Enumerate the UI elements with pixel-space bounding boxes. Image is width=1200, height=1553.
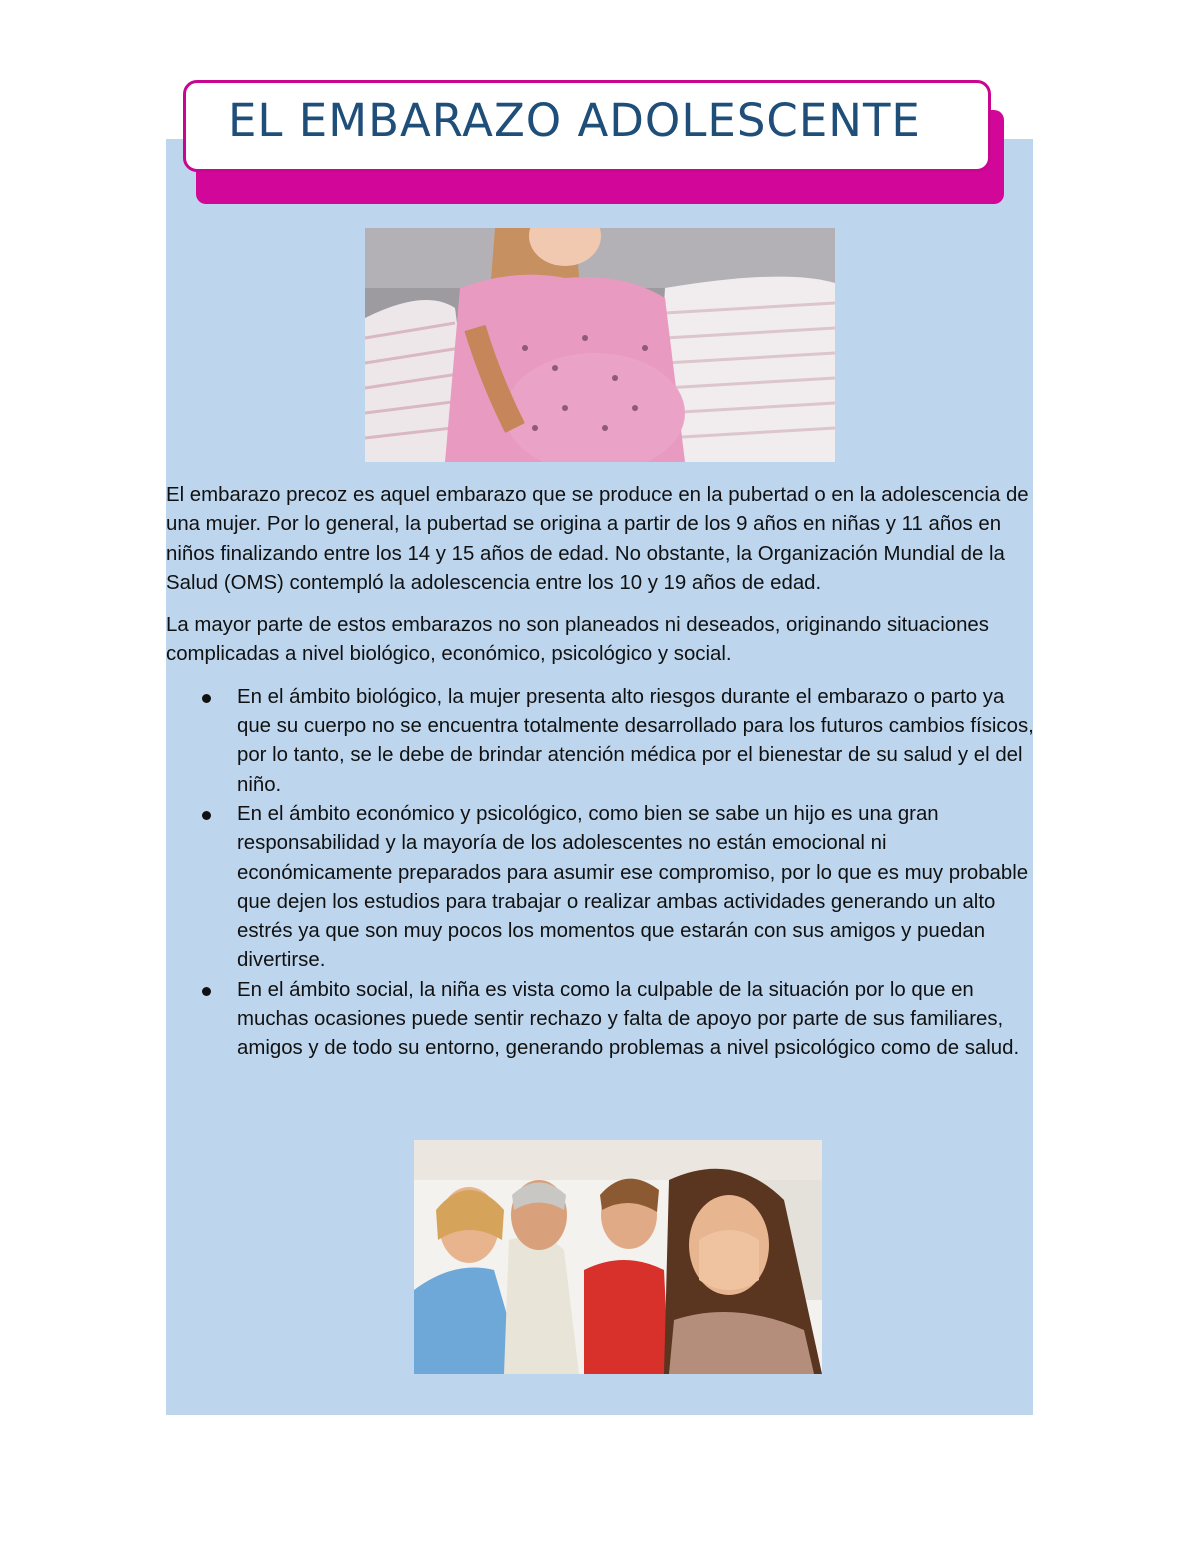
page-title: EL EMBARAZO ADOLESCENTE (228, 94, 921, 147)
family-conflict-photo (414, 1140, 822, 1374)
list-item (237, 683, 1036, 800)
bullet-list (166, 683, 1036, 1064)
list-item (237, 800, 1036, 976)
list-item-text: En el ámbito biológico, la mujer presenta alto riesgos durante el embarazo o parto ya que su cuerpo no se encuentra totalmente desarrollado para los futuros cambios físicos, por lo tanto, se le debe de brindar atención médica por el bienestar de su salud y el del niño. (237, 685, 1034, 796)
list-item-text: En el ámbito económico y psicológico, como bien se sabe un hijo es una gran responsabilidad y la mayoría de los adolescentes no están emocional ni económicamente preparados para asumir ese compromiso, por lo que es muy probable que dejen los estudios para trabajar o realizar ambas actividades generando un alto estrés ya que son muy pocos los momentos que estarán con sus amigos y puedan divertirse. (237, 802, 1029, 972)
article-body (166, 481, 1036, 1064)
paragraph-intro: El embarazo precoz es aquel embarazo que se produce en la pubertad o en la adolescencia de una mujer. Por lo general, la pubertad se origina a partir de los 9 años en niñas y 11 años en niños finalizando entre los 14 y 15 años de edad. No obstante, la Organización Mundial de la Salud (OMS) contempló la adolescencia entre los 10 y 19 años de edad. (166, 484, 1029, 594)
paragraph-situations: La mayor parte de estos embarazos no son planeados ni deseados, originando situaciones complicadas a nivel biológico, económico, psicológico y social. (166, 614, 989, 666)
bullet-icon (202, 987, 211, 996)
bullet-icon (202, 694, 211, 703)
pregnant-teen-photo (365, 228, 835, 462)
bullet-icon (202, 811, 211, 820)
list-item-text: En el ámbito social, la niña es vista como la culpable de la situación por lo que en muchas ocasiones puede sentir rechazo y falta de apoyo por parte de sus familiares, amigos y de todo su entorno, generando problemas a nivel psicológico como de salud. (237, 978, 1020, 1060)
list-item (237, 976, 1036, 1064)
